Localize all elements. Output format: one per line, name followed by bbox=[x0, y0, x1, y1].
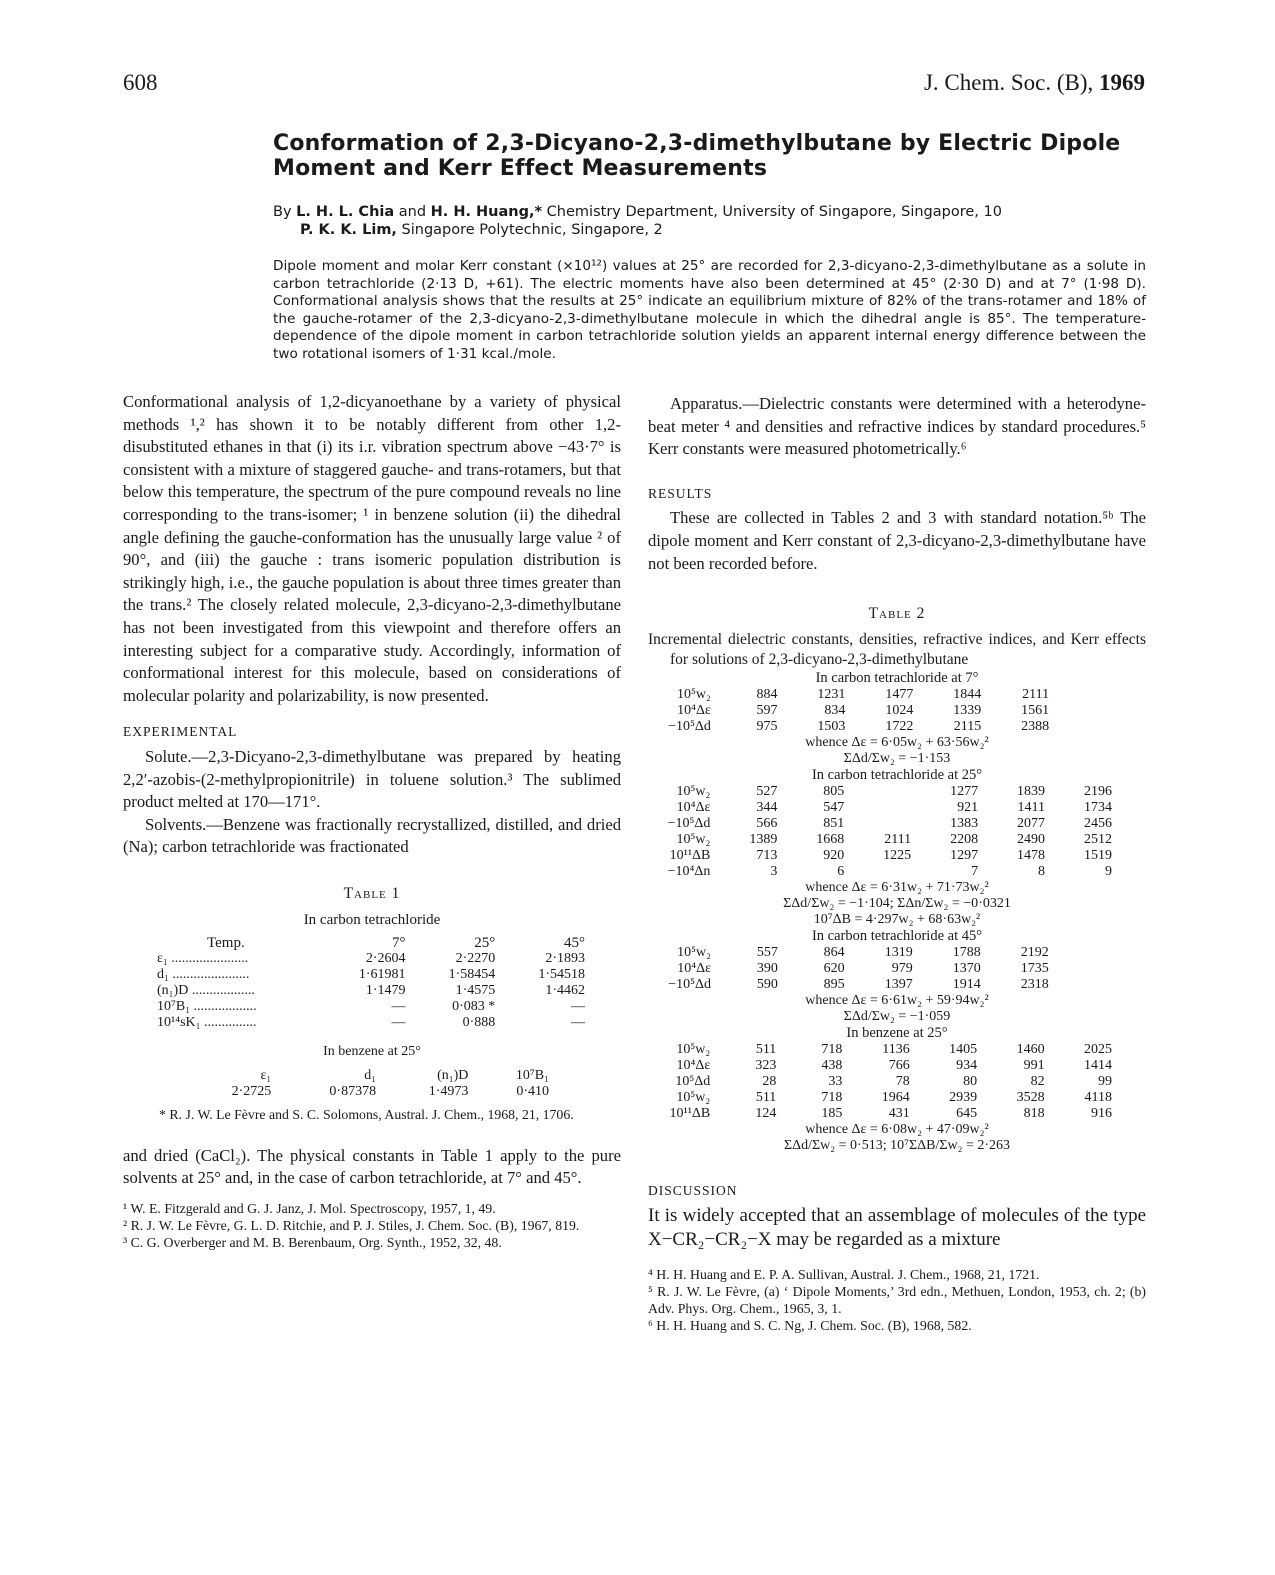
table2-section-heading: In carbon tetrachloride at 7° bbox=[815, 669, 979, 686]
table-cell: 0·083 * bbox=[452, 999, 496, 1015]
table-cell: 1·4575 bbox=[455, 983, 496, 999]
table1-footnote: * R. J. W. Le Fèvre and S. C. Solomons, Austral. J. Chem., 1968, 21, 1706. bbox=[159, 1106, 574, 1122]
table-cell: 2111 bbox=[1022, 686, 1050, 702]
table-cell: 1339 bbox=[953, 702, 982, 718]
table-cell bbox=[850, 864, 917, 880]
table-cell: 10⁵w₂ bbox=[676, 1089, 711, 1105]
table-row bbox=[648, 1058, 1118, 1074]
table-cell: — bbox=[391, 1015, 406, 1031]
table-cell: 1460 bbox=[1016, 1041, 1045, 1057]
table-cell: 344 bbox=[756, 799, 778, 815]
table-cell: 1319 bbox=[884, 944, 913, 960]
table-cell: 10⁴Δε bbox=[676, 799, 711, 815]
table-cell: 920 bbox=[823, 847, 845, 863]
table-cell: 1964 bbox=[881, 1089, 910, 1105]
table-cell bbox=[850, 800, 917, 816]
solvents-paragraph: Solvents.—Benzene was fractionally recrystallized, distilled, and dried (Na); carbon tetrachloride was fractionated bbox=[123, 814, 621, 857]
table-cell: 1231 bbox=[817, 686, 846, 702]
table-cell: 2025 bbox=[1084, 1041, 1112, 1057]
table-cell: 0·87378 bbox=[329, 1083, 377, 1099]
table-cell bbox=[1055, 703, 1118, 719]
table-cell: 10⁵w₂ bbox=[676, 783, 711, 799]
table1-title: Table 1 bbox=[343, 884, 401, 902]
table1-header-cell: 25° bbox=[474, 935, 496, 952]
table-cell: 124 bbox=[755, 1105, 777, 1121]
table-row bbox=[151, 999, 591, 1015]
footnote-1: ¹ W. E. Fitzgerald and G. J. Janz, J. Mol. Spectroscopy, 1957, 1, 49. bbox=[123, 1200, 496, 1216]
table-cell: 895 bbox=[823, 976, 845, 992]
table-row bbox=[151, 983, 591, 999]
table1-header-row bbox=[151, 935, 591, 951]
table-cell: 851 bbox=[823, 815, 845, 831]
table-cell: 1389 bbox=[749, 831, 778, 847]
table-cell: 979 bbox=[891, 960, 913, 976]
table-cell: 1136 bbox=[882, 1041, 910, 1057]
table-cell: 834 bbox=[824, 702, 846, 718]
affiliation-1: Chemistry Department, University of Singapore, Singapore, 10 bbox=[542, 204, 1002, 220]
table-cell: −10⁵Δd bbox=[667, 815, 711, 831]
table-cell: 10⁴Δε bbox=[676, 1057, 711, 1073]
table1-header-cell: Temp. bbox=[207, 935, 245, 952]
table-cell: −10⁵Δd bbox=[668, 976, 711, 992]
table2-section-heading: In benzene at 25° bbox=[846, 1024, 948, 1041]
table-cell: 511 bbox=[755, 1041, 777, 1057]
table-cell bbox=[850, 784, 917, 800]
table2-equation: whence Δε = 6·08w₂ + 47·09w₂² bbox=[805, 1121, 989, 1137]
table-cell: 10¹¹ΔB bbox=[669, 1105, 711, 1121]
author-chia: L. H. L. Chia bbox=[296, 204, 395, 220]
article-title: Conformation of 2,3-Dicyano-2,3-dimethylbutane by Electric Dipole Moment and Kerr Effect Measurements bbox=[273, 131, 1121, 181]
table-cell: 597 bbox=[756, 702, 778, 718]
author-block bbox=[273, 203, 1153, 239]
table-cell: 1024 bbox=[885, 702, 914, 718]
table-row bbox=[648, 848, 1118, 864]
table-cell: 10⁴Δε bbox=[677, 960, 711, 976]
table-cell: ε₁ bbox=[260, 1067, 272, 1083]
table-cell: 1370 bbox=[952, 960, 981, 976]
table-cell: 1914 bbox=[952, 976, 981, 992]
table-cell: 1·4973 bbox=[428, 1083, 469, 1099]
table-cell bbox=[1055, 961, 1118, 977]
table-cell: 10⁵Δd bbox=[675, 1073, 711, 1089]
table-cell: 2115 bbox=[953, 718, 982, 734]
table-cell: 6 bbox=[837, 863, 845, 879]
table-row bbox=[648, 977, 1118, 993]
table-cell: 3 bbox=[770, 863, 778, 879]
table-cell: 2111 bbox=[884, 831, 912, 847]
table-cell: 7 bbox=[971, 863, 979, 879]
table-cell: 33 bbox=[828, 1073, 843, 1089]
table-cell: 28 bbox=[762, 1073, 777, 1089]
table-cell: 547 bbox=[823, 799, 845, 815]
author-huang: H. H. Huang,* bbox=[430, 204, 543, 220]
table2-section-table bbox=[648, 1042, 1118, 1122]
table-cell: 1561 bbox=[1021, 702, 1050, 718]
table-row bbox=[151, 1015, 591, 1031]
continued-paragraph: and dried (CaCl₂). The physical constants in Table 1 apply to the pure solvents at 25° and, in the case of carbon tetrachloride, at 7° and 45°. bbox=[123, 1145, 621, 1188]
table-cell: 884 bbox=[756, 686, 778, 702]
table-row bbox=[648, 1074, 1118, 1090]
table-cell: (n₁)D bbox=[437, 1067, 469, 1083]
by-label: By bbox=[273, 204, 297, 220]
table-cell: 2456 bbox=[1084, 815, 1112, 831]
table-row bbox=[648, 816, 1118, 832]
table-cell: 80 bbox=[963, 1073, 978, 1089]
table-cell: 10⁵w₂ bbox=[676, 831, 711, 847]
table-cell: 1·61981 bbox=[358, 967, 406, 983]
table-cell bbox=[1055, 945, 1118, 961]
table-row bbox=[185, 1084, 555, 1100]
table2-title: Table 2 bbox=[868, 605, 926, 623]
table-cell: 511 bbox=[755, 1089, 777, 1105]
footnote-4: ⁴ H. H. Huang and E. P. A. Sullivan, Austral. J. Chem., 1968, 21, 1721. bbox=[648, 1267, 1040, 1283]
page-number: 608 bbox=[123, 70, 158, 95]
table-cell bbox=[1055, 687, 1118, 703]
table-row bbox=[648, 719, 1118, 735]
table-cell: 0·410 bbox=[516, 1083, 549, 1099]
table-cell: 1·58454 bbox=[448, 967, 496, 983]
table-cell: 1·1479 bbox=[365, 983, 406, 999]
table-cell: 2208 bbox=[950, 831, 979, 847]
table-cell: d₁ ...................... bbox=[157, 967, 250, 983]
table2-equation: whence Δε = 6·61w₂ + 59·94w₂² bbox=[805, 992, 989, 1008]
table-cell: 590 bbox=[756, 976, 778, 992]
table-cell: 766 bbox=[888, 1057, 910, 1073]
table-cell: 934 bbox=[956, 1057, 978, 1073]
table-cell: 1839 bbox=[1017, 783, 1046, 799]
table-cell: 527 bbox=[756, 783, 778, 799]
table-cell: 10⁵w₂ bbox=[677, 944, 711, 960]
table-cell: 2·2725 bbox=[231, 1083, 272, 1099]
table-cell: 3528 bbox=[1016, 1089, 1045, 1105]
footnote-3: ³ C. G. Overberger and M. B. Berenbaum, Org. Synth., 1952, 32, 48. bbox=[123, 1234, 502, 1250]
table1-subtitle: In carbon tetrachloride bbox=[303, 912, 441, 929]
discussion-heading: DISCUSSION bbox=[648, 1182, 738, 1198]
solute-paragraph: Solute.—2,3-Dicyano-2,3-dimethylbutane was prepared by heating 2,2′-azobis-(2-methylpropionitrile) in toluene solution.³ The sublimed product melted at 170—171°. bbox=[123, 746, 621, 812]
table-row bbox=[151, 951, 591, 967]
table-cell: d₁ bbox=[364, 1067, 377, 1083]
table2-equation: ΣΔd/Σw₂ = −1·059 bbox=[843, 1008, 951, 1024]
journal-name: J. Chem. Soc. (B), bbox=[923, 70, 1099, 95]
journal-year: 1969 bbox=[1099, 70, 1145, 95]
table1 bbox=[151, 935, 591, 1031]
table-cell: 9 bbox=[1105, 863, 1112, 879]
table-cell: 2·2604 bbox=[365, 951, 406, 967]
table1-header-cell: 45° bbox=[564, 935, 585, 952]
table-cell: 2512 bbox=[1084, 831, 1112, 847]
table-cell: — bbox=[391, 999, 406, 1015]
table-cell: 323 bbox=[755, 1057, 777, 1073]
table-row bbox=[648, 784, 1118, 800]
results-heading: RESULTS bbox=[648, 485, 713, 501]
table-cell: 2192 bbox=[1020, 944, 1049, 960]
abstract: Dipole moment and molar Kerr constant (×10¹²) values at 25° are recorded for 2,3-dicyano-2,3-dimethylbutane as a solute in carbon tetrachloride (2·13 D, +61). The electric moments have also been determined at 45° (2·30 D) and at 7° (1·98 D). Conformational analysis shows that the results at 25° indicate an equilibrium mixture of 82% of the trans-rotamer and 18% of the gauche-rotamer of the 2,3-dicyano-2,3-dimethylbutane molecule in which the dihedral angle is 85°. The temperature-dependence of the dipole moment in carbon tetrachloride solution yields an apparent internal energy difference between the two rotational isomers of 1·31 kcal./mole. bbox=[273, 258, 1146, 362]
table-cell: 2·1893 bbox=[545, 951, 585, 967]
table2-equation: whence Δε = 6·31w₂ + 71·73w₂² bbox=[805, 879, 989, 895]
table-row bbox=[648, 703, 1118, 719]
table-cell: 1735 bbox=[1020, 960, 1049, 976]
table-cell: 1414 bbox=[1084, 1057, 1112, 1073]
table-cell: 566 bbox=[756, 815, 778, 831]
table2 bbox=[648, 670, 1146, 1154]
table-row bbox=[648, 945, 1118, 961]
table-cell: 991 bbox=[1023, 1057, 1045, 1073]
table-cell: 1·4462 bbox=[545, 983, 585, 999]
table-cell: 975 bbox=[756, 718, 778, 734]
table-cell: 78 bbox=[895, 1073, 910, 1089]
table-cell: 2318 bbox=[1020, 976, 1049, 992]
table2-equation: whence Δε = 6·05w₂ + 63·56w₂² bbox=[805, 734, 989, 750]
table-cell: 1722 bbox=[885, 718, 914, 734]
table-cell: 431 bbox=[888, 1105, 910, 1121]
affiliation-2: Singapore Polytechnic, Singapore, 2 bbox=[396, 222, 663, 238]
table-cell: 620 bbox=[823, 960, 845, 976]
table-cell: 1477 bbox=[885, 686, 914, 702]
discussion-paragraph: It is widely accepted that an assemblage of molecules of the type X−CR₂−CR₂−X may be regarded as a mixture bbox=[648, 1205, 1146, 1251]
table1-benzene bbox=[185, 1068, 555, 1100]
table-cell: 713 bbox=[756, 847, 778, 863]
table-cell: 1503 bbox=[817, 718, 846, 734]
apparatus-paragraph: Apparatus.—Dielectric constants were determined with a heterodyne-beat meter ⁴ and densities and refractive indices by standard procedures.⁵ Kerr constants were measured photometrically.⁶ bbox=[648, 394, 1146, 459]
table-cell: 645 bbox=[956, 1105, 978, 1121]
table-cell: 718 bbox=[821, 1041, 843, 1057]
table1-benzene-title: In benzene at 25° bbox=[323, 1044, 421, 1060]
table2-equation: ΣΔd/Σw₂ = 0·513; 10⁷ΣΔB/Σw₂ = 2·263 bbox=[783, 1137, 1011, 1153]
table-cell: 864 bbox=[823, 944, 845, 960]
footnote-5: ⁵ R. J. W. Le Fèvre, (a) ‘ Dipole Moments,’ 3rd edn., Methuen, London, 1953, ch. 2; (b) Adv. Phys. Org. Chem., 1965, 3, 1. bbox=[648, 1284, 1146, 1317]
table-cell: −10⁵Δd bbox=[668, 718, 711, 734]
table-cell: 1297 bbox=[950, 847, 979, 863]
table-cell: 1519 bbox=[1084, 847, 1112, 863]
table-cell: 1668 bbox=[816, 831, 845, 847]
table-cell: −10⁴Δn bbox=[667, 863, 711, 879]
table-cell bbox=[1055, 977, 1118, 993]
table-cell: 2196 bbox=[1084, 783, 1112, 799]
table-row bbox=[648, 864, 1118, 880]
table-cell: 557 bbox=[756, 944, 778, 960]
table-cell: 1788 bbox=[952, 944, 981, 960]
and-label: and bbox=[394, 204, 431, 220]
table-row bbox=[185, 1068, 555, 1084]
table-row bbox=[648, 1090, 1118, 1106]
table-cell: 10⁷B₁ bbox=[515, 1067, 549, 1083]
table-cell: 438 bbox=[821, 1057, 843, 1073]
table-cell: 818 bbox=[1023, 1105, 1045, 1121]
table-cell: 8 bbox=[1038, 863, 1046, 879]
table-cell: 4118 bbox=[1084, 1089, 1112, 1105]
table-cell: — bbox=[571, 999, 585, 1015]
table-cell: 2939 bbox=[949, 1089, 978, 1105]
table2-equation: ΣΔd/Σw₂ = −1·153 bbox=[843, 750, 951, 766]
table-row bbox=[648, 800, 1118, 816]
author-lim: P. K. K. Lim, bbox=[300, 222, 397, 238]
table-cell: 2·2270 bbox=[455, 951, 496, 967]
table-cell bbox=[1055, 719, 1118, 735]
table-row bbox=[648, 832, 1118, 848]
table-cell: 718 bbox=[821, 1089, 843, 1105]
table-cell: 1844 bbox=[953, 686, 982, 702]
table-cell: 390 bbox=[756, 960, 778, 976]
table2-section-table bbox=[648, 945, 1118, 993]
table2-caption: Incremental dielectric constants, densities, refractive indices, and Kerr effects for solutions of 2,3-dicyano-2,3-dimethylbutane bbox=[648, 630, 1146, 668]
table-row bbox=[648, 1042, 1118, 1058]
table-cell: 805 bbox=[823, 783, 845, 799]
table2-section-table bbox=[648, 784, 1118, 880]
experimental-heading: EXPERIMENTAL bbox=[123, 724, 238, 740]
table2-section-table bbox=[648, 687, 1118, 735]
table2-section-heading: In carbon tetrachloride at 45° bbox=[811, 927, 983, 944]
table-row bbox=[648, 1106, 1118, 1122]
table-cell: 1277 bbox=[950, 783, 979, 799]
table-cell: 1383 bbox=[950, 815, 979, 831]
table-cell: ε₁ ...................... bbox=[157, 951, 249, 967]
table-row bbox=[648, 961, 1118, 977]
table2-equation: 10⁷ΔB = 4·297w₂ + 68·63w₂² bbox=[813, 911, 981, 927]
table2-section-heading: In carbon tetrachloride at 25° bbox=[811, 766, 983, 783]
journal-citation bbox=[924, 70, 1145, 96]
table-cell: 10¹¹ΔB bbox=[669, 847, 711, 863]
table-cell: 1397 bbox=[884, 976, 913, 992]
table-cell: 10⁵w₂ bbox=[676, 1041, 711, 1057]
intro-paragraph: Conformational analysis of 1,2-dicyanoethane by a variety of physical methods ¹,² has shown it to be notably different from other 1,2-disubstituted ethanes in that (i) its i.r. vibration spectrum above −43·7° is consistent with a mixture of staggered gauche- and trans-rotamers, but that below this temperature, the spectrum of the pure compound reveals no line corresponding to the trans-isomer; ¹ in benzene solution (ii) the dihedral angle defining the gauche-conformation has the unusually large value ² of 90°, and (iii) the gauche : trans isomeric population distribution is strikingly high, i.e., the gauche population is about three times greater than the trans.² The closely related molecule, 2,3-dicyano-2,3-dimethylbutane has not been investigated from this viewpoint and therefore offers an interesting subject for a comparative study. Accordingly, information of conformational interest for this molecule, based on considerations of molecular polarity and polarizability, is now presented. bbox=[123, 392, 621, 705]
table-cell: 2388 bbox=[1021, 718, 1050, 734]
table-cell: 0·888 bbox=[462, 1015, 496, 1031]
table-cell: 82 bbox=[1030, 1073, 1045, 1089]
table2-equation: ΣΔd/Σw₂ = −1·104; ΣΔn/Σw₂ = −0·0321 bbox=[783, 895, 1011, 911]
table-cell: 10⁴Δε bbox=[677, 702, 711, 718]
table-cell: 1478 bbox=[1017, 847, 1046, 863]
table-cell: 1405 bbox=[949, 1041, 978, 1057]
table-cell: 185 bbox=[821, 1105, 843, 1121]
footnote-2: ² R. J. W. Le Fèvre, G. L. D. Ritchie, and P. J. Stiles, J. Chem. Soc. (B), 1967, 819. bbox=[123, 1217, 580, 1233]
right-column bbox=[648, 393, 1146, 1334]
table-cell: (n₁)D .................. bbox=[157, 983, 255, 999]
table-cell: 916 bbox=[1091, 1105, 1112, 1121]
table-row bbox=[648, 687, 1118, 703]
table-cell: 10¹⁴sK₁ ............... bbox=[157, 1015, 257, 1031]
table-cell: 10⁷B₁ .................. bbox=[157, 999, 257, 1015]
table-cell: 99 bbox=[1098, 1073, 1112, 1089]
table-cell: 1225 bbox=[883, 847, 912, 863]
table-cell: 10⁵w₂ bbox=[677, 686, 711, 702]
table1-header-cell: 7° bbox=[391, 935, 406, 952]
table-cell: 1411 bbox=[1017, 799, 1046, 815]
table-cell bbox=[850, 816, 917, 832]
table-cell: 2490 bbox=[1017, 831, 1046, 847]
table-row bbox=[151, 967, 591, 983]
left-column bbox=[123, 391, 621, 1251]
table-cell: 1·54518 bbox=[538, 967, 585, 983]
table-cell: — bbox=[571, 1015, 585, 1031]
results-paragraph: These are collected in Tables 2 and 3 with standard notation.⁵ᵇ The dipole moment and Kerr constant of 2,3-dicyano-2,3-dimethylbutane have not been recorded before. bbox=[648, 508, 1146, 573]
table-cell: 921 bbox=[957, 799, 979, 815]
table-cell: 1734 bbox=[1084, 799, 1112, 815]
footnote-6: ⁶ H. H. Huang and S. C. Ng, J. Chem. Soc. (B), 1968, 582. bbox=[648, 1318, 972, 1334]
table-cell: 2077 bbox=[1017, 815, 1046, 831]
